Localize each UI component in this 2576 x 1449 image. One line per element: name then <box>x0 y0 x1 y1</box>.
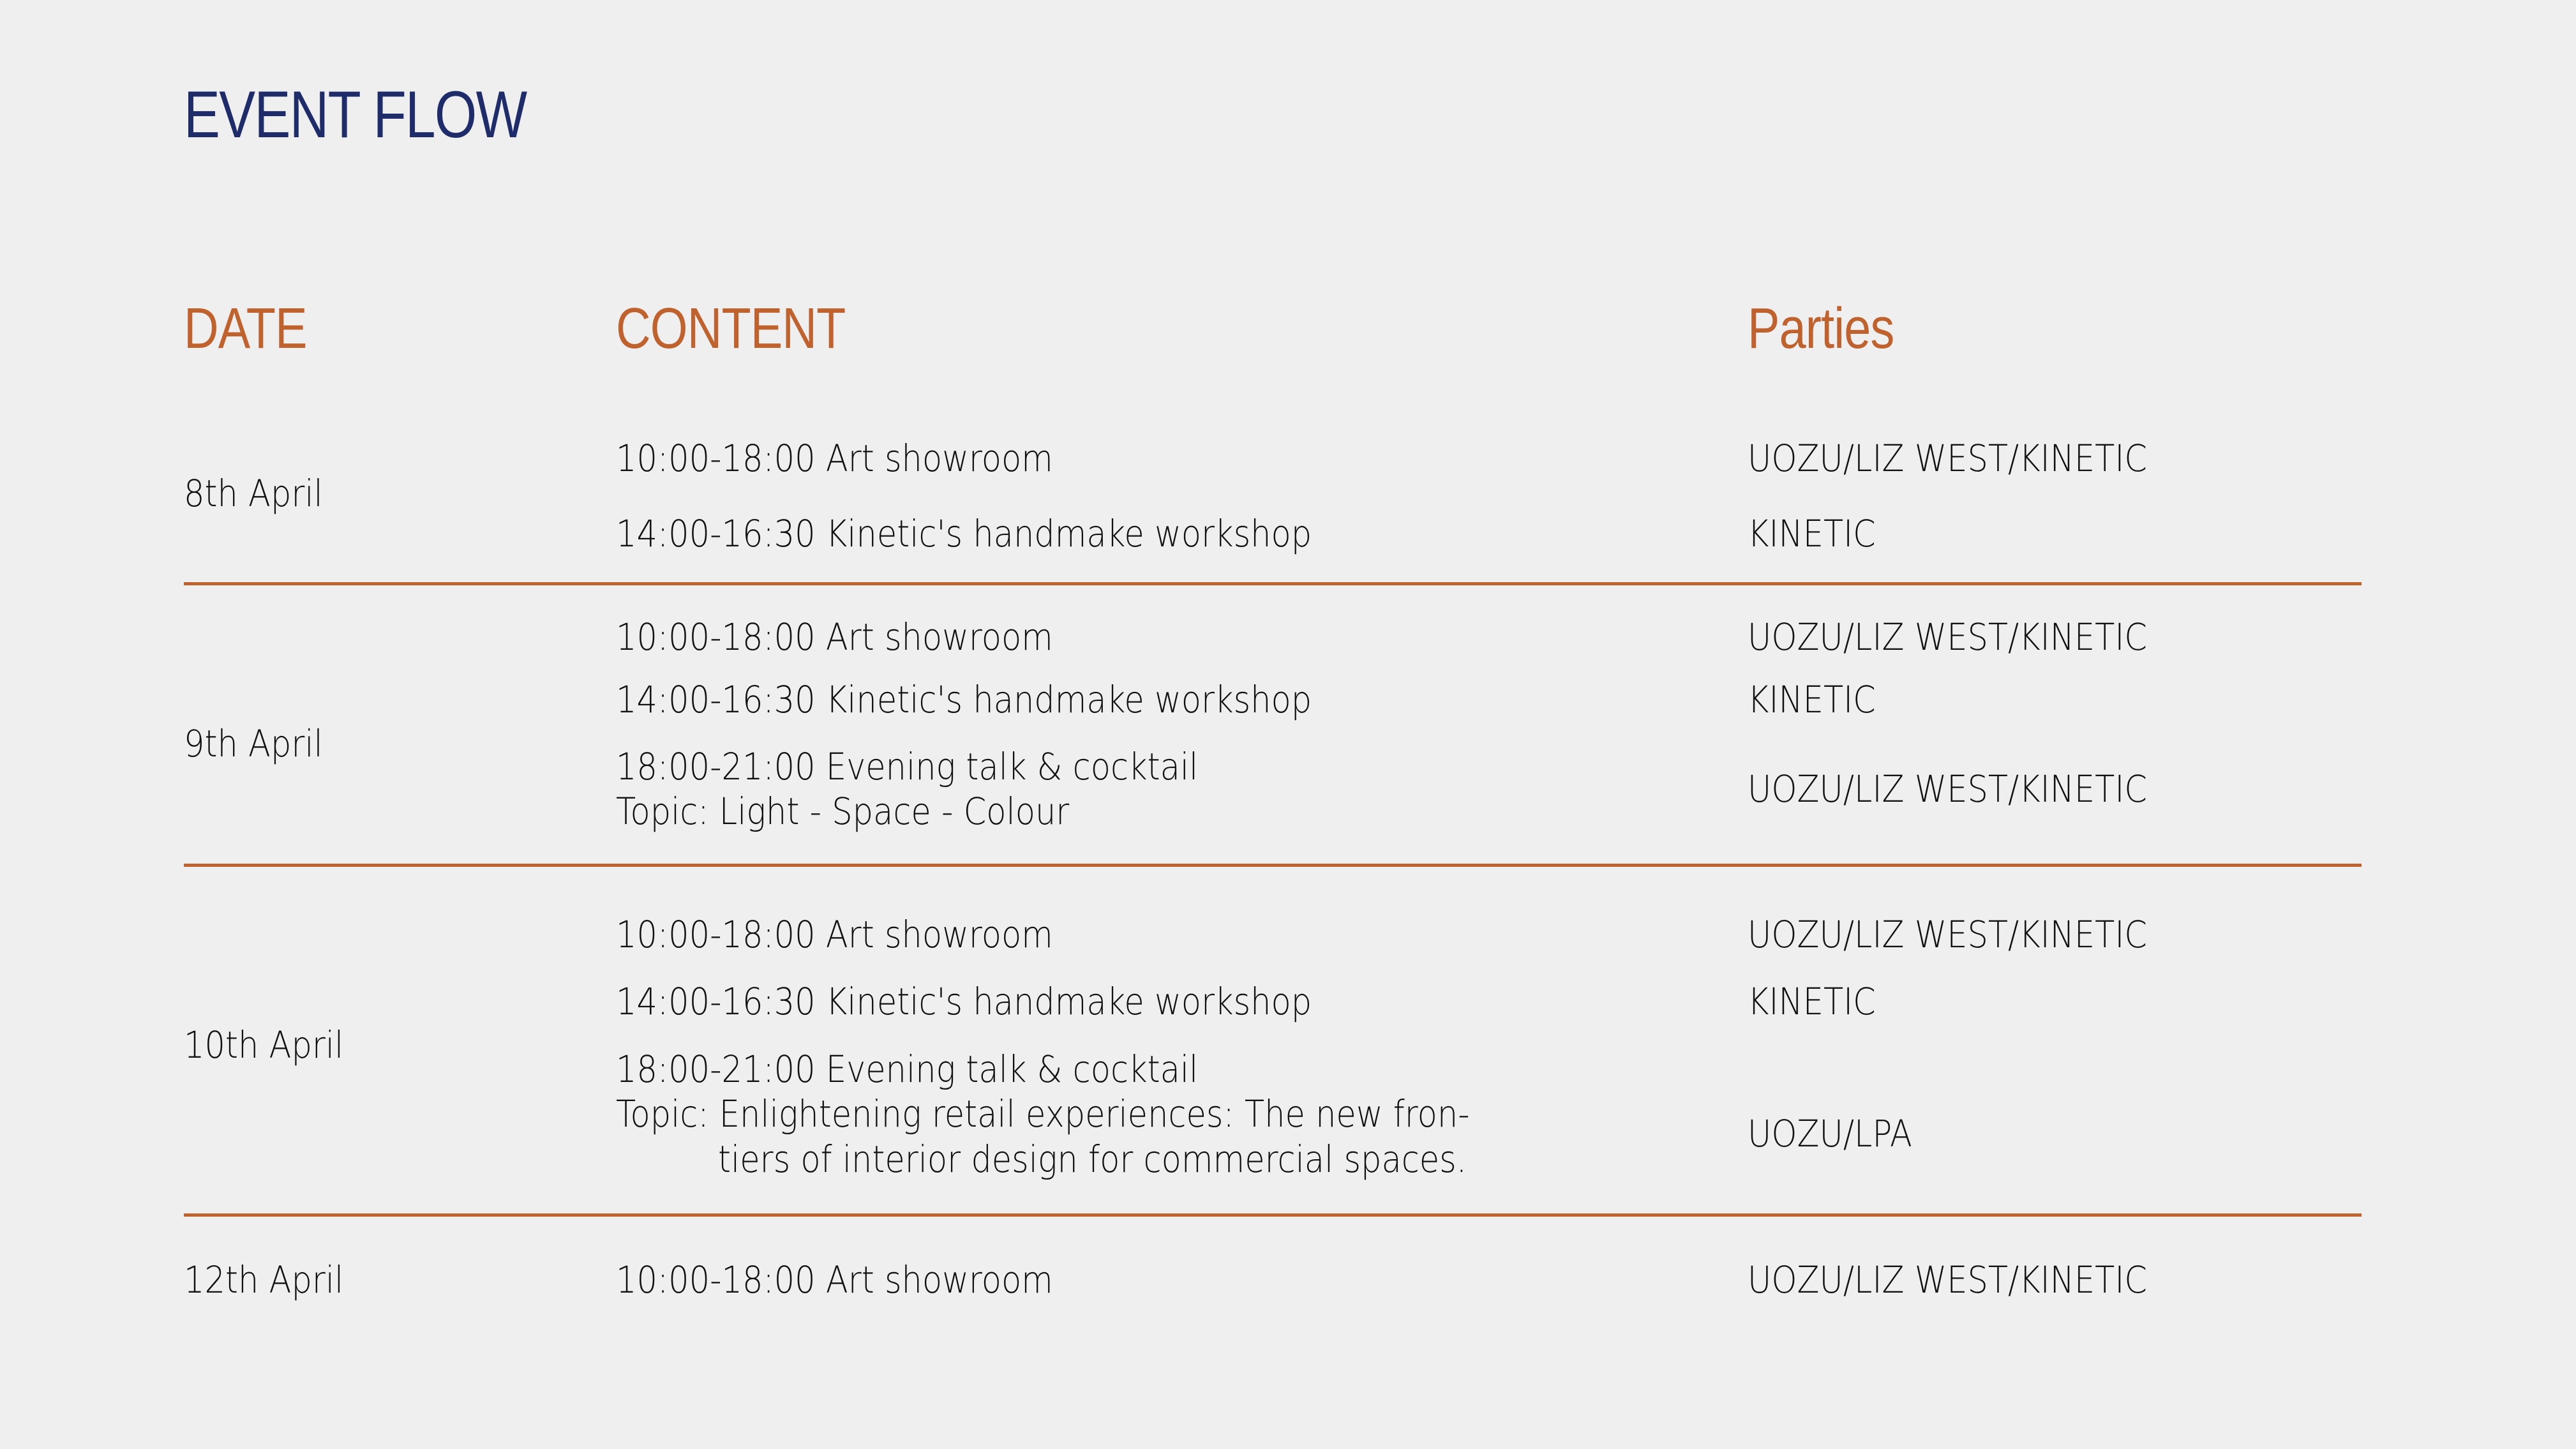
row-date: 12th April <box>184 1258 344 1302</box>
header-content: CONTENT <box>616 297 846 361</box>
event-content: 10:00-18:00 Art showroom <box>616 913 1053 956</box>
row-date: 9th April <box>184 722 323 765</box>
event-content: 18:00-21:00 Evening talk & cocktail <box>616 745 1199 788</box>
event-topic: Topic: Light - Space - Colour <box>616 790 1070 833</box>
event-content: 18:00-21:00 Evening talk & cocktail <box>616 1047 1199 1091</box>
event-content: 10:00-18:00 Art showroom <box>616 1258 1053 1302</box>
event-party: UOZU/LIZ WEST/KINETIC <box>1748 913 2148 956</box>
event-party: KINETIC <box>1748 980 1876 1023</box>
page-title: EVENT FLOW <box>184 78 527 152</box>
event-topic: Topic: Enlightening retail experiences: The new fron- <box>616 1092 1470 1136</box>
row-separator <box>184 864 2362 867</box>
event-party: UOZU/LIZ WEST/KINETIC <box>1748 767 2148 811</box>
row-date: 8th April <box>184 472 323 515</box>
event-party: KINETIC <box>1748 512 1876 555</box>
event-content: 14:00-16:30 Kinetic's handmake workshop <box>616 678 1312 721</box>
event-party: UOZU/LIZ WEST/KINETIC <box>1748 437 2148 480</box>
event-party: UOZU/LPA <box>1748 1112 1912 1155</box>
event-content: 14:00-16:30 Kinetic's handmake workshop <box>616 980 1312 1023</box>
row-date: 10th April <box>184 1023 344 1067</box>
row-separator <box>184 1213 2362 1217</box>
event-content: 10:00-18:00 Art showroom <box>616 437 1053 480</box>
event-topic-continuation: tiers of interior design for commercial spaces. <box>718 1137 1467 1181</box>
event-party: UOZU/LIZ WEST/KINETIC <box>1748 1258 2148 1302</box>
row-separator <box>184 582 2362 585</box>
event-party: UOZU/LIZ WEST/KINETIC <box>1748 615 2148 659</box>
event-content: 14:00-16:30 Kinetic's handmake workshop <box>616 512 1312 555</box>
event-party: KINETIC <box>1748 678 1876 721</box>
header-date: DATE <box>184 297 307 361</box>
header-parties: Parties <box>1748 297 1894 361</box>
event-content: 10:00-18:00 Art showroom <box>616 615 1053 659</box>
